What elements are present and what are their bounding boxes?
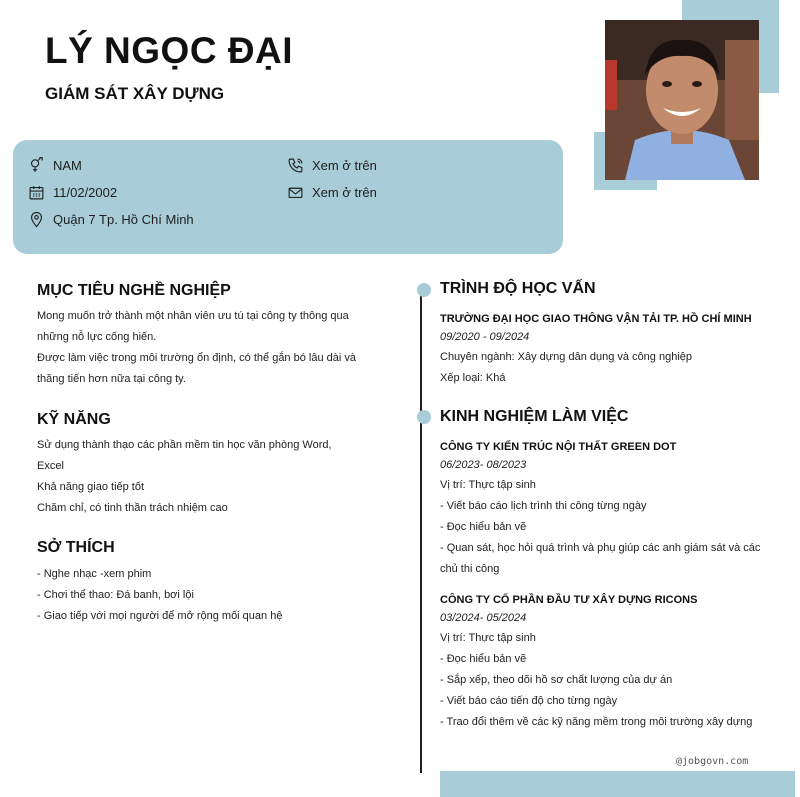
objective-line: những nỗ lực cống hiến. <box>37 331 157 343</box>
profile-photo <box>605 20 759 180</box>
hobbies-text <box>37 564 397 627</box>
job-line: - Quan sát, học hỏi quá trình và phụ giúp các anh giám sát và các <box>440 542 761 554</box>
address-text: Quận 7 Tp. Hồ Chí Minh <box>53 211 194 227</box>
education-entry <box>440 310 780 389</box>
job-period: 06/2023- 08/2023 <box>440 459 527 471</box>
phone-icon <box>287 157 304 174</box>
timeline-line <box>420 290 422 773</box>
skills-line: Excel <box>37 460 64 472</box>
gender-icon <box>28 157 45 174</box>
job-line: - Viết báo cáo lịch trình thi công từng ngày <box>440 500 647 512</box>
school-name: TRƯỜNG ĐẠI HỌC GIAO THÔNG VẬN TẢI TP. HỒ CHÍ MINH <box>440 313 752 325</box>
objective-line: Mong muốn trở thành một nhân viên ưu tú tại công ty thông qua <box>37 310 349 322</box>
contact-address <box>28 209 194 229</box>
candidate-name: LÝ NGỌC ĐẠI <box>45 30 294 71</box>
birthday-text: 11/02/2002 <box>53 184 118 200</box>
job-line: - Viết báo cáo tiến độ cho từng ngày <box>440 695 618 707</box>
hobbies-line: - Nghe nhạc -xem phim <box>37 568 152 580</box>
education-grade: Xếp loại: Khá <box>440 372 506 384</box>
job-line: - Đọc hiểu bản vẽ <box>440 521 527 533</box>
job-line: Vị trí: Thực tập sinh <box>440 479 536 491</box>
contact-birthday <box>28 182 117 202</box>
decor-block-bottom <box>440 771 795 797</box>
timeline-dot-experience <box>417 410 431 424</box>
location-pin-icon <box>28 211 45 228</box>
contact-gender <box>28 155 82 175</box>
gender-text: NAM <box>53 157 82 173</box>
watermark: @jobgovn.com <box>676 756 749 767</box>
phone-text: Xem ở trên <box>312 157 377 173</box>
job-title: GIÁM SÁT XÂY DỰNG <box>45 84 225 103</box>
calendar-icon <box>28 184 45 201</box>
job-line: - Trao đổi thêm về các kỹ năng mềm trong môi trường xây dựng <box>440 716 753 728</box>
hobbies-line: - Chơi thể thao: Đá banh, bơi lội <box>37 589 194 601</box>
skills-text <box>37 435 397 519</box>
experience-title: KINH NGHIỆM LÀM VIỆC <box>440 408 629 425</box>
hobbies-line: - Giao tiếp với mọi người để mở rộng mối quan hệ <box>37 610 283 622</box>
objective-title: MỤC TIÊU NGHỀ NGHIỆP <box>37 282 231 299</box>
education-period: 09/2020 - 09/2024 <box>440 331 530 343</box>
skills-line: Sử dụng thành thạo các phần mềm tin học văn phòng Word, <box>37 439 332 451</box>
mail-icon <box>287 184 304 201</box>
company-name: CÔNG TY CỔ PHẦN ĐẦU TƯ XÂY DỰNG RICONS <box>440 594 698 606</box>
skills-line: Chăm chỉ, có tinh thần trách nhiệm cao <box>37 502 228 514</box>
company-name: CÔNG TY KIẾN TRÚC NỘI THẤT GREEN DOT <box>440 441 677 453</box>
skills-line: Khả năng giao tiếp tốt <box>37 481 145 493</box>
education-title: TRÌNH ĐỘ HỌC VẤN <box>440 280 596 297</box>
job-line: chủ thi công <box>440 563 500 575</box>
experience-entry <box>440 438 780 580</box>
email-text: Xem ở trên <box>312 184 377 200</box>
job-line: - Đọc hiểu bản vẽ <box>440 653 527 665</box>
objective-text <box>37 306 397 390</box>
job-period: 03/2024- 05/2024 <box>440 612 527 624</box>
job-line: - Sắp xếp, theo dõi hồ sơ chất lượng của dự án <box>440 674 673 686</box>
experience-entry <box>440 591 780 733</box>
contact-email <box>287 182 377 202</box>
objective-line: Được làm việc trong môi trường ổn định, có thể gắn bó lâu dài và <box>37 352 356 364</box>
objective-line: thăng tiến hơn nữa tại công ty. <box>37 373 186 385</box>
job-line: Vị trí: Thực tập sinh <box>440 632 536 644</box>
contact-phone <box>287 155 377 175</box>
hobbies-title: SỞ THÍCH <box>37 539 115 556</box>
timeline-dot-education <box>417 283 431 297</box>
education-major: Chuyên ngành: Xây dựng dân dụng và công nghiệp <box>440 351 693 363</box>
skills-title: KỸ NĂNG <box>37 411 111 428</box>
